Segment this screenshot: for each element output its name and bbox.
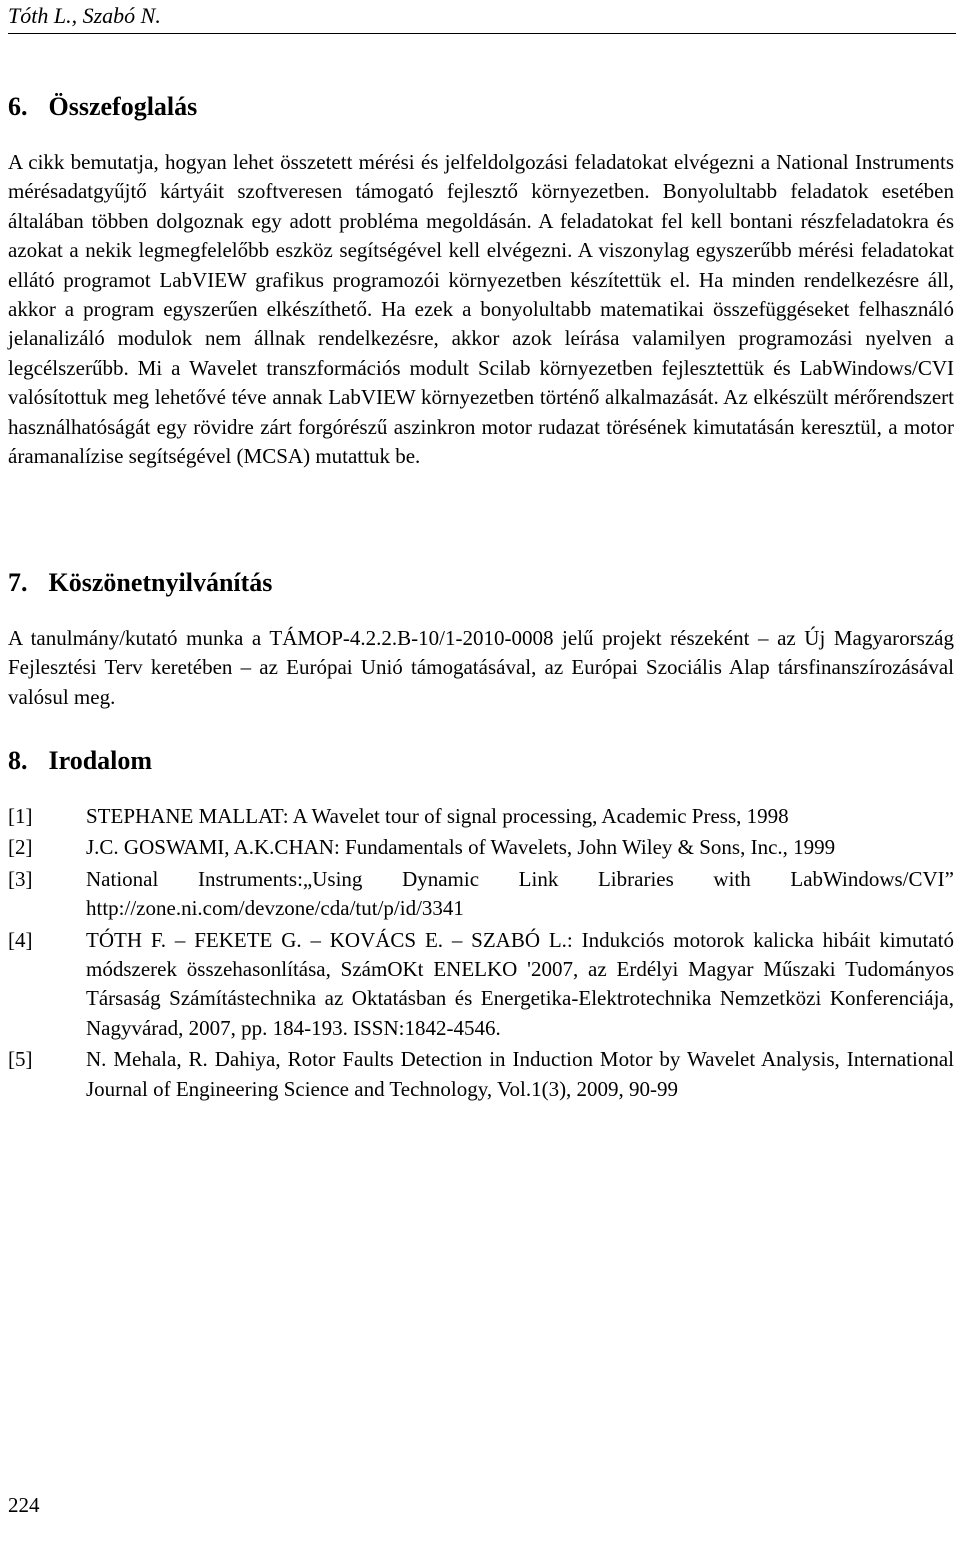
reference-text: STEPHANE MALLAT: A Wavelet tour of signal processing, Academic Press, 1998 (86, 804, 789, 828)
reference-list (8, 802, 954, 1104)
section-title: Köszönetnyilvánítás (48, 568, 273, 597)
reference-text: J.C. GOSWAMI, A.K.CHAN: Fundamentals of Wavelets, John Wiley & Sons, Inc., 1999 (86, 835, 836, 860)
reference-item (8, 802, 954, 831)
reference-text: National Instruments:„Using Dynamic Link Libraries with LabWindows/CVI” http://zone.ni.com/devzone/cda/tut/p/id/3341 (86, 866, 954, 921)
reference-item (8, 865, 954, 924)
section-heading-references (8, 746, 152, 776)
section-heading-summary (8, 92, 197, 122)
reference-text: TÓTH F. – FEKETE G. – KOVÁCS E. – SZABÓ L.: Indukciós motorok kalicka hibáit kimutató módszerek összehasonlítása, SzámOKt ENELKO '2007, az Erdélyi Magyar Műszaki Tudományos Társaság Számítástechnika az Oktatásban és Energetika-Elektrotechnika Nemzetközi Konferenciája, Nagyvárad, 2007, pp. 184-193. ISSN:1842-4546. (86, 927, 954, 1040)
running-header (8, 0, 956, 34)
reference-item (8, 833, 954, 862)
section-title: Irodalom (48, 746, 153, 775)
reference-text: N. Mehala, R. Dahiya, Rotor Faults Detection in Induction Motor by Wavelet Analysis, International Journal of Engineering Science and Technology, Vol.1(3), 2009, 90-99 (86, 1047, 954, 1101)
section-number: 6. (8, 92, 28, 121)
acknowledgement-paragraph: A tanulmány/kutató munka a TÁMOP-4.2.2.B-10/1-2010-0008 jelű projekt részeként – az Új Magyarország Fejlesztési Terv keretében – az Európai Unió támogatásával, az Európai Szociális Alap társfinanszírozásával valósul meg. (8, 626, 954, 709)
page-number: 224 (8, 1493, 40, 1517)
summary-paragraph: A cikk bemutatja, hogyan lehet összetett mérési és jelfeldolgozási feladatokat elvégezni a National Instruments mérésadatgyűjtő kártyáit szoftveresen támogató fejlesztő környezetben. Bonyolultabb feladatok esetében általában többen dolgoznak egy adott probléma megoldásán. A feladatokat fel kell bontani részfeladatokra és azokat a nekik legmegfelelőbb eszköz segítségével kell elvégezni. A viszonylag egyszerűbb mérési feladatokat ellátó programot LabVIEW grafikus programozói környezetben készítettük el. Ha minden rendelkezésre áll, akkor a program egyszerűen elkészíthető. Ha ezek a bonyolultabb matematikai összefüggéseket felhasználó jelanalizáló modulok nem állnak rendelkezésre, akkor azok leírása valamilyen programozási nyelven a legcélszerűbb. Mi a Wavelet transzformációs modult Scilab környezetben fejlesztettük és LabWindows/CVI valósítottuk meg lehetővé téve annak LabVIEW környezetben történő alkalmazását. Az elkészült mérőrendszert használhatóságát egy rövidre zárt forgórészű aszinkron motor rudazat törésének kimutatásán keresztül, a motor áramanalízise segítségével (MCSA) mutattuk be. (8, 150, 954, 469)
reference-number: [1] (8, 804, 33, 828)
section-number: 8. (8, 746, 28, 775)
section-title: Összefoglalás (48, 92, 198, 121)
reference-number: [4] (8, 927, 33, 952)
reference-item (8, 926, 954, 1044)
section-number: 7. (8, 568, 28, 597)
reference-item (8, 1045, 954, 1104)
reference-number: [5] (8, 1047, 33, 1072)
section-heading-acknowledgement (8, 568, 272, 598)
reference-number: [2] (8, 835, 33, 860)
running-head-text: Tóth L., Szabó N. (8, 3, 161, 28)
reference-number: [3] (8, 866, 33, 891)
